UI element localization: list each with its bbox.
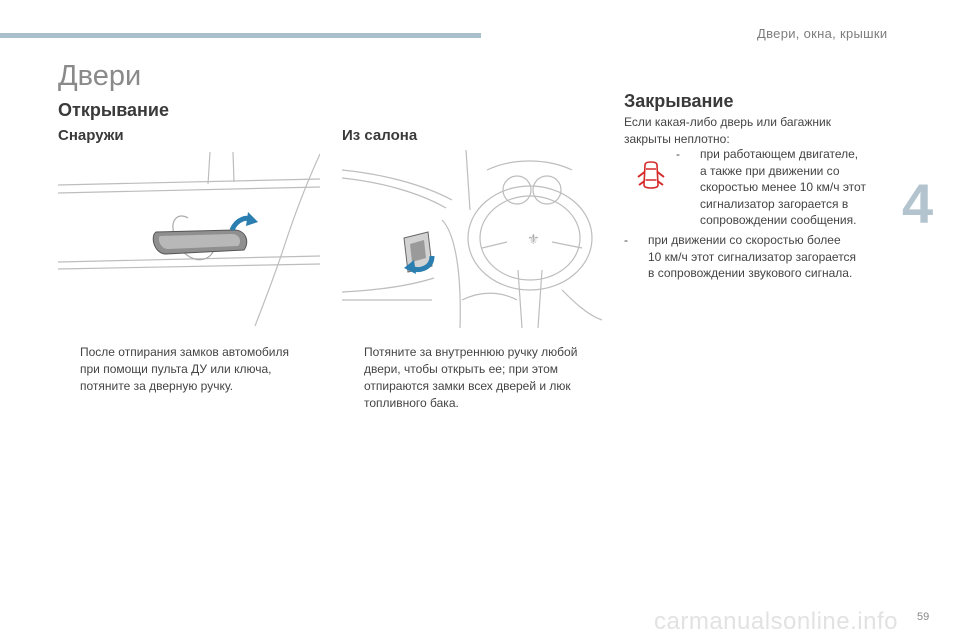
door-open-warning-icon bbox=[634, 160, 668, 190]
outside-instructions: После отпирания замков автомобиля при помощи пульта ДУ или ключа, потяните за дверную ручку. bbox=[80, 345, 289, 393]
watermark: carmanualsonline.info bbox=[654, 608, 898, 635]
inside-heading: Из салона bbox=[342, 127, 418, 144]
inside-instructions: Потяните за внутреннюю ручку любой двери, чтобы открыть ее; при этом отпираются замки всех дверей и люк топливного бака. bbox=[364, 345, 578, 410]
exterior-door-handle-illustration bbox=[58, 150, 320, 328]
closing-intro: Если какая-либо дверь или багажник закрыты неплотно: bbox=[624, 115, 831, 146]
chapter-number: 4 bbox=[902, 172, 934, 235]
closing-item-2: - при движении со скоростью более 10 км/ч этот сигнализатор загорается в сопровождении звукового сигнала. bbox=[624, 233, 857, 280]
page-title: Двери bbox=[58, 60, 142, 92]
interior-door-handle-illustration bbox=[342, 150, 602, 328]
opening-heading: Открывание bbox=[58, 100, 169, 120]
header-accent-bar bbox=[0, 33, 481, 38]
outside-heading: Снаружи bbox=[58, 127, 124, 144]
closing-heading: Закрывание bbox=[624, 91, 734, 111]
closing-item-1: - при работающем двигателе, а также при движении со скоростью менее 10 км/ч этот сигнализатор загорается в сопровождении сообщения. bbox=[676, 147, 866, 227]
svg-text:⚜: ⚜ bbox=[527, 232, 540, 248]
section-header: Двери, окна, крышки bbox=[757, 26, 888, 41]
page-number: 59 bbox=[917, 611, 930, 623]
